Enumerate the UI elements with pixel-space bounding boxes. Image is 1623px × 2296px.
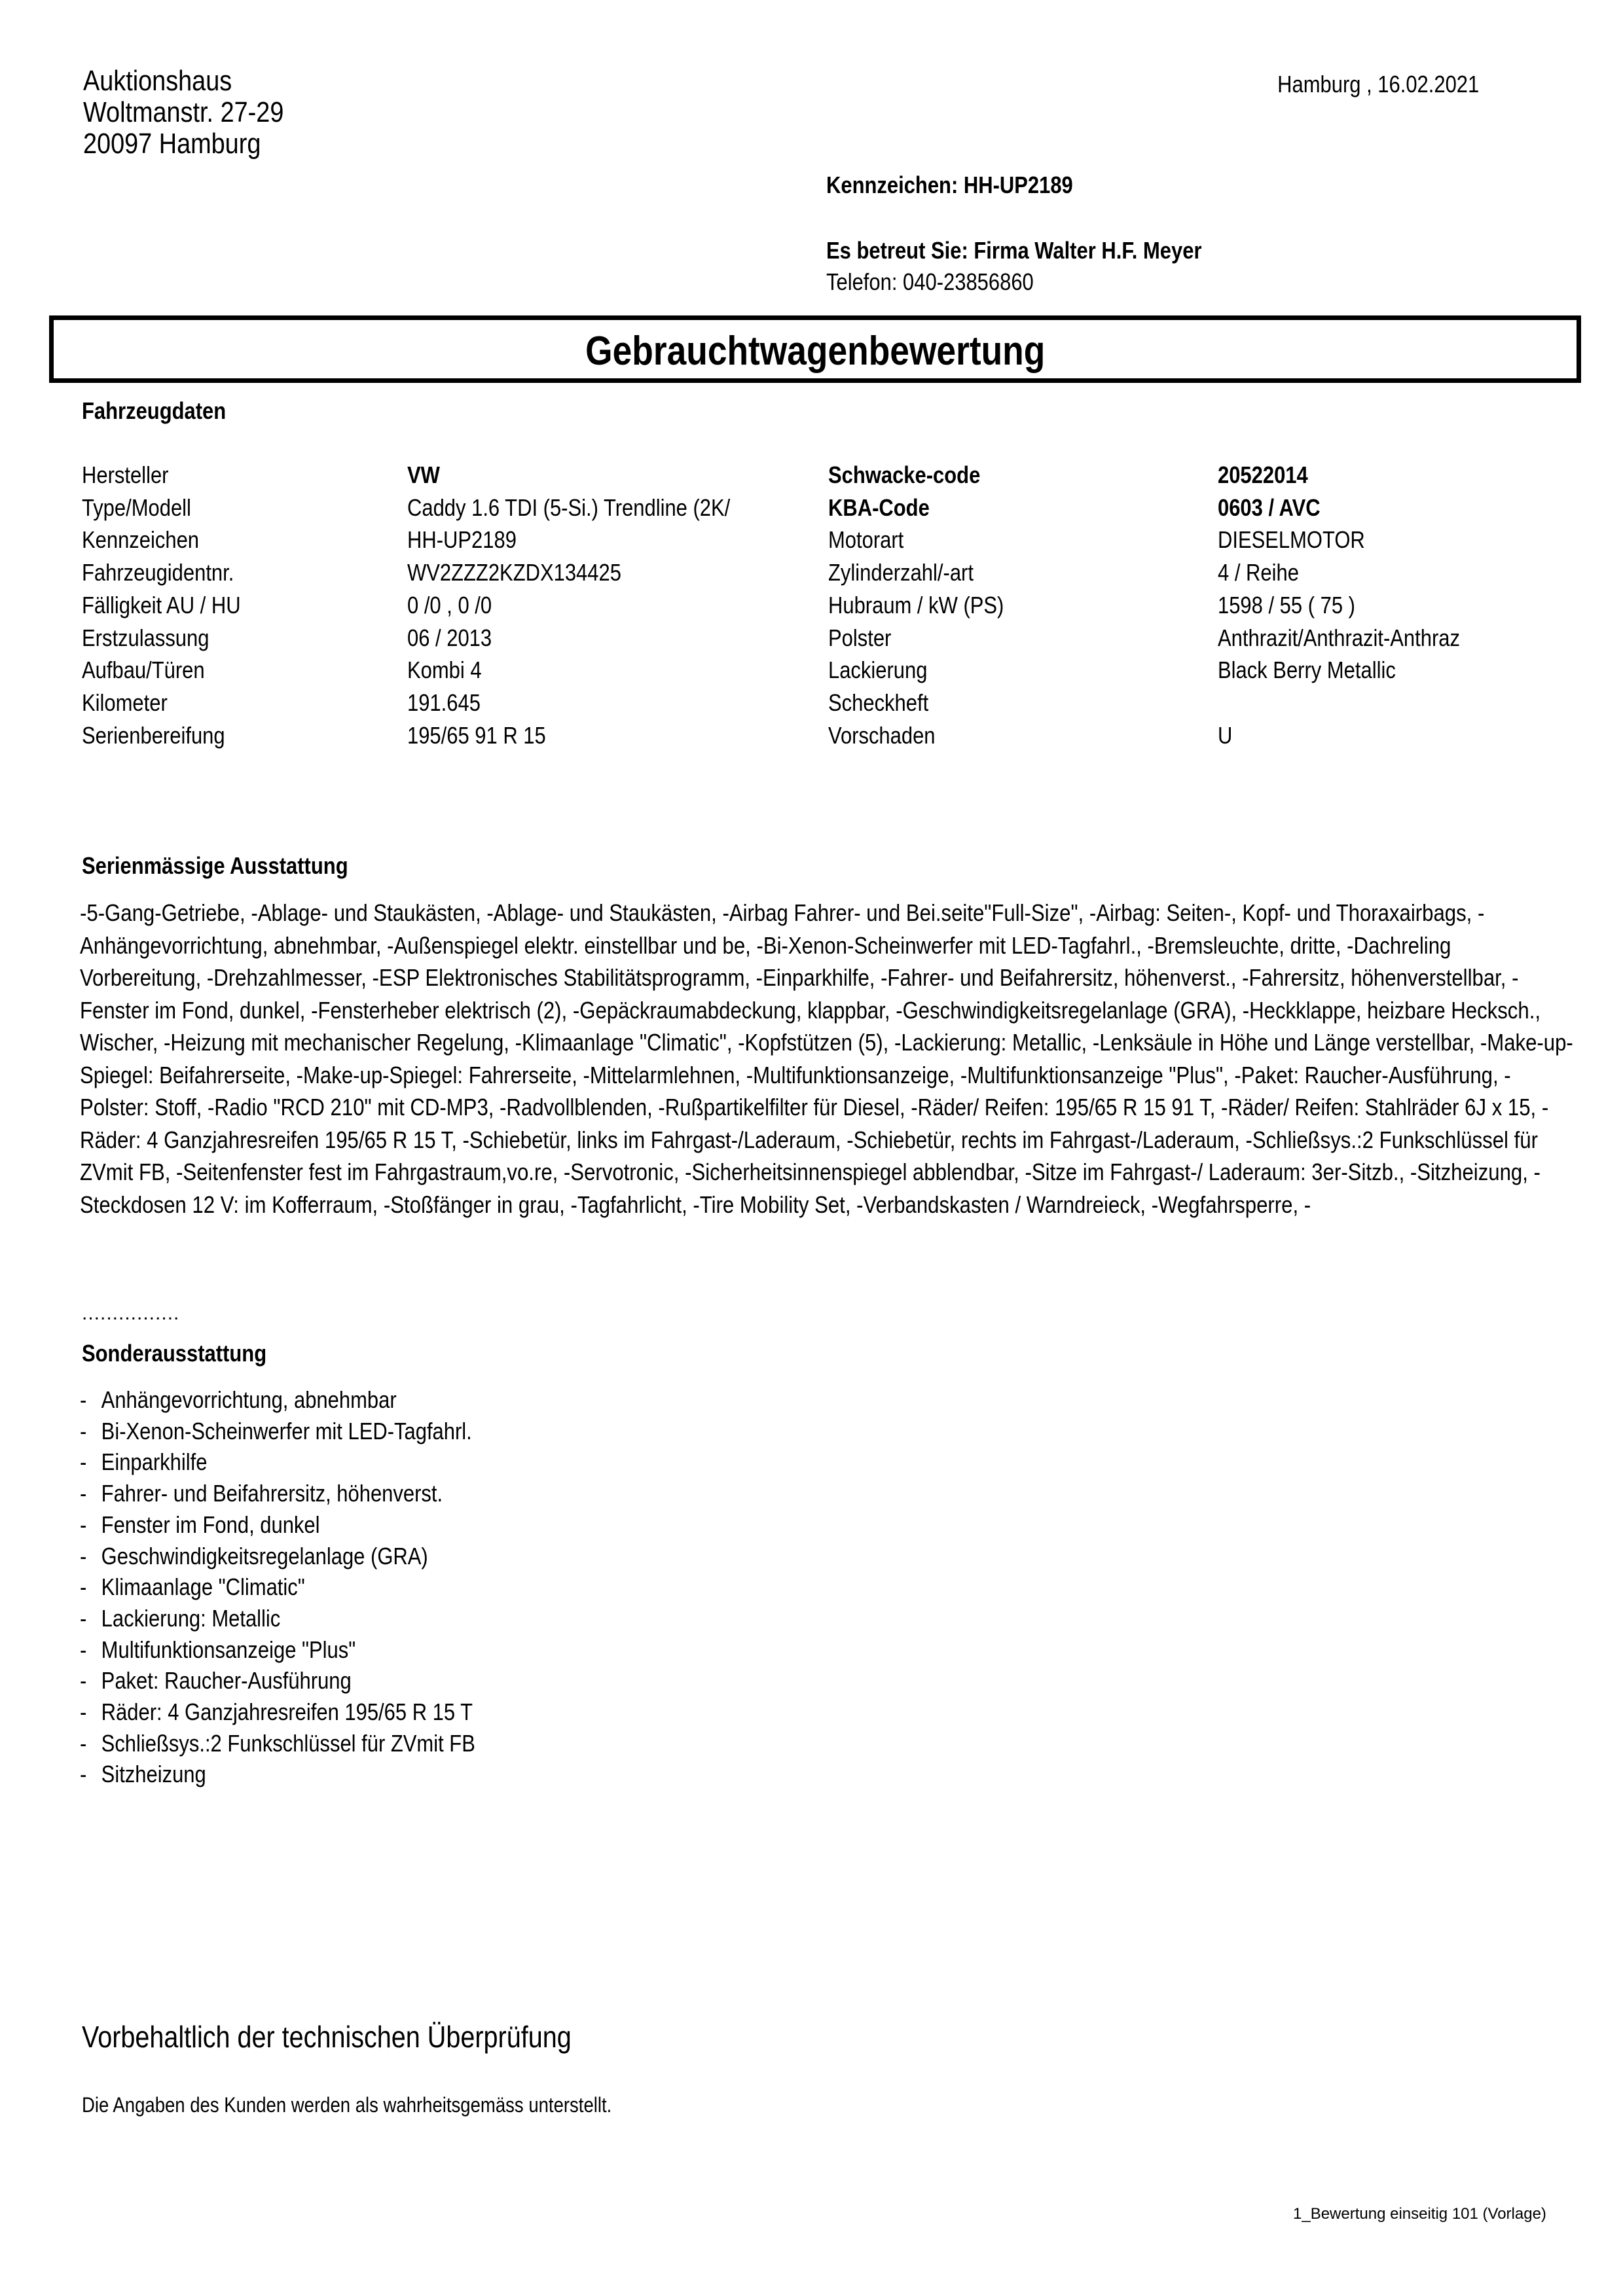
bullet-dash-icon: -: [80, 1417, 87, 1444]
vehicle-field-label: [82, 689, 181, 717]
list-item-text: Multifunktionsanzeige "Plus": [101, 1636, 356, 1663]
list-item-content: [80, 1603, 280, 1634]
vehicle-field-value: [1218, 494, 1337, 522]
list-item-text: Paket: Raucher-Ausführung: [101, 1667, 352, 1695]
list-item: [80, 1571, 539, 1603]
list-item-text: Lackierung: Metallic: [101, 1604, 281, 1632]
vehicle-field-value: [407, 689, 492, 717]
kennzeichen-line-text: Kennzeichen: HH-UP2189: [826, 171, 1073, 198]
vehicle-field-value-text: 20522014: [1218, 461, 1308, 488]
list-item-content: [80, 1728, 475, 1759]
list-item-text: Sitzheizung: [101, 1761, 206, 1788]
vehicle-field-label: [82, 559, 259, 586]
list-item: [80, 1384, 539, 1416]
vehicle-field-value-text: Anthrazit/Anthrazit-Anthraz: [1218, 624, 1460, 651]
bullet-dash-icon: -: [80, 1667, 87, 1695]
list-item-content: [80, 1571, 305, 1603]
sender-street-text: Woltmanstr. 27-29: [83, 96, 284, 128]
place-date-text: Hamburg , 16.02.2021: [1277, 71, 1479, 98]
list-item: [80, 1446, 539, 1478]
vehicle-field-value: [407, 559, 656, 586]
vehicle-field-value-text: 0 /0 , 0 /0: [407, 592, 492, 619]
list-item-content: [80, 1416, 472, 1447]
list-item-text: Einparkhilfe: [101, 1448, 208, 1476]
vehicle-field-label-text: Zylinderzahl/-art: [828, 559, 974, 586]
vehicle-field-label: [828, 526, 916, 554]
section-fahrzeugdaten: [82, 397, 249, 425]
section-sonder: [82, 1340, 297, 1367]
vehicle-field-label-text: Erstzulassung: [82, 624, 210, 651]
vehicle-field-value-text: U: [1218, 722, 1233, 749]
vehicle-field-label-text: Scheckheft: [828, 689, 929, 716]
bullet-dash-icon: -: [80, 1698, 87, 1726]
disclaimer: [82, 2093, 698, 2117]
sender-city: [83, 128, 290, 160]
list-item-content: [80, 1446, 207, 1478]
vehicle-field-value: [407, 656, 494, 684]
section-fahrzeugdaten-text: Fahrzeugdaten: [82, 397, 227, 424]
list-item-content: [80, 1384, 397, 1416]
section-serien-text: Serienmässige Ausstattung: [82, 852, 348, 879]
vehicle-field-value-text: 1598 / 55 ( 75 ): [1218, 592, 1355, 619]
vehicle-field-label-text: Lackierung: [828, 656, 928, 683]
list-item-content: [80, 1759, 206, 1790]
list-item-text: Anhängevorrichtung, abnehmbar: [101, 1386, 397, 1413]
bullet-dash-icon: -: [80, 1386, 87, 1413]
sender-street: [83, 97, 316, 128]
contact-betreut: [826, 237, 1263, 264]
vehicle-field-value-text: DIESELMOTOR: [1218, 526, 1365, 553]
section-sonder-text: Sonderausstattung: [82, 1340, 267, 1367]
vehicle-field-label: [828, 559, 997, 586]
list-item: [80, 1634, 539, 1666]
list-item: [80, 1509, 539, 1541]
vehicle-field-label-text: Type/Modell: [82, 494, 191, 521]
vehicle-field-value: [1218, 526, 1389, 554]
sender-city-text: 20097 Hamburg: [83, 128, 261, 160]
vehicle-field-value: [1218, 592, 1377, 619]
vehicle-field-value: [407, 526, 534, 554]
document-title-text: Gebrauchtwagenbewertung: [585, 329, 1046, 374]
vehicle-field-value-text: Caddy 1.6 TDI (5-Si.) Trendline (2K/: [407, 494, 731, 521]
vehicle-field-label-text: Aufbau/Türen: [82, 656, 205, 683]
vehicle-field-label: [82, 526, 218, 554]
list-item-text: Fahrer- und Beifahrersitz, höhenverst.: [101, 1480, 443, 1507]
vehicle-field-label-text: Polster: [828, 624, 892, 651]
vehicle-field-value: [407, 592, 505, 619]
vehicle-field-label: [828, 461, 1005, 489]
vehicle-field-label: [82, 624, 230, 652]
vehicle-field-value-text: HH-UP2189: [407, 526, 517, 553]
contact-betreut-text: Es betreut Sie: Firma Walter H.F. Meyer: [826, 237, 1202, 264]
place-date: [1245, 71, 1479, 98]
bullet-dash-icon: -: [80, 1636, 87, 1663]
list-item-content: [80, 1665, 352, 1696]
vehicle-field-label-text: Schwacke-code: [828, 461, 981, 488]
vehicle-field-label: [828, 494, 946, 522]
vehicle-field-value-text: 06 / 2013: [407, 624, 492, 651]
vehicle-field-value: [1218, 559, 1312, 586]
list-item: [80, 1665, 539, 1696]
vehicle-field-label: [828, 656, 943, 684]
title-box: [49, 315, 1581, 383]
vehicle-field-value: [1218, 656, 1425, 684]
vehicle-field-value-text: VW: [407, 461, 440, 488]
bullet-dash-icon: -: [80, 1729, 87, 1757]
section-serien: [82, 852, 392, 880]
vehicle-field-value-text: 0603 / AVC: [1218, 494, 1321, 521]
vehicle-field-value-text: 4 / Reihe: [1218, 559, 1299, 586]
sender-name: [83, 65, 256, 97]
list-item-content: [80, 1541, 428, 1572]
list-item: [80, 1478, 539, 1509]
list-item-text: Räder: 4 Ganzjahresreifen 195/65 R 15 T: [101, 1698, 473, 1726]
list-item-text: Geschwindigkeitsregelanlage (GRA): [101, 1542, 428, 1570]
bullet-dash-icon: -: [80, 1511, 87, 1538]
list-item: [80, 1728, 539, 1759]
list-item: [80, 1759, 539, 1790]
disclaimer-text: Die Angaben des Kunden werden als wahrheitsgemäss unterstellt.: [82, 2093, 612, 2117]
vehicle-field-value: [1218, 624, 1499, 652]
vehicle-field-label: [828, 592, 1032, 619]
bullet-dash-icon: -: [80, 1573, 87, 1601]
list-item-text: Bi-Xenon-Scheinwerfer mit LED-Tagfahrl.: [101, 1417, 472, 1444]
bullet-dash-icon: -: [80, 1604, 87, 1632]
footer-template-id: 1_Bewertung einseitig 101 (Vorlage): [1293, 2205, 1546, 2223]
list-item: [80, 1416, 539, 1447]
vehicle-field-label: [828, 722, 953, 749]
list-item-text: Schließsys.:2 Funkschlüssel für ZVmit FB: [101, 1729, 475, 1757]
vehicle-field-label: [82, 722, 248, 749]
vehicle-field-label: [828, 689, 945, 717]
list-item-text: Klimaanlage "Climatic": [101, 1573, 305, 1601]
bullet-dash-icon: -: [80, 1480, 87, 1507]
sonder-list: [80, 1384, 539, 1790]
sender-name-text: Auktionshaus: [83, 65, 232, 97]
serien-ausstattung-text: [80, 897, 1573, 1221]
vehicle-field-label-text: Hubraum / kW (PS): [828, 592, 1004, 619]
serien-ausstattung-paragraph: -5-Gang-Getriebe, -Ablage- und Staukästen, -Ablage- und Staukästen, -Airbag Fahrer- und Bei.seite"Full-Size", -Airbag: Seiten-, Kopf- und Thoraxairbags, -Anhängevorrichtung, abnehmbar, -Außenspiegel elektr. einstellbar und be, -Bi-Xenon-Scheinwerfer mit LED-Tagfahrl., -Bremsleuchte, dritte, -Dachreling Vorbereitung, -Drehzahlmesser, -ESP Elektronisches Stabilitätsprogramm, -Einparkhilfe, -Fahrer- und Beifahrersitz, höhenverst., -Fahrersitz, höhenverstellbar, -Fenster im Fond, dunkel, -Fensterheber elektrisch (2), -Gepäckraumabdeckung, klappbar, -Geschwindigkeitsregelanlage (GRA), -Heckklappe, heizbare Hecksch., Wischer, -Heizung mit mechanischer Regelung, -Klimaanlage "Climatic", -Kopfstützen (5), -Lackierung: Metallic, -Lenksäule in Höhe und Länge verstellbar, -Make-up-Spiegel: Beifahrerseite, -Make-up-Spiegel: Fahrerseite, -Mittelarmlehnen, -Multifunktionsanzeige, -Multifunktionsanzeige "Plus", -Paket: Raucher-Ausführung, -Polster: Stoff, -Radio "RCD 210" mit CD-MP3, -Radvollblenden, -Rußpartikelfilter für Diesel, -Räder/ Reifen: 195/65 R 15 91 T, -Räder/ Reifen: Stahlräder 6J x 15, -Räder: 4 Ganzjahresreifen 195/65 R 15 T, -Schiebetür, links im Fahrgast-/Laderaum, -Schiebetür, rechts im Fahrgast-/Laderaum, -Schließsys.:2 Funkschlüssel für ZVmit FB, -Seitenfenster fest im Fahrgastraum,vo.re, -Servotronic, -Sicherheitsinnenspiegel abblendbar, -Sitze im Fahrgast-/ Laderaum: 3er-Sitzb., -Sitzheizung, -Steckdosen 12 V: im Kofferraum, -Stoßfänger in grau, -Tagfahrlicht, -Tire Mobility Set, -Verbandskasten / Warndreieck, -Wegfahrsperre, -: [80, 899, 1573, 1218]
list-item: [80, 1541, 539, 1572]
vehicle-field-value: [1218, 461, 1322, 489]
vehicle-field-value-text: 195/65 91 R 15: [407, 722, 546, 749]
vehicle-field-label-text: Kilometer: [82, 689, 168, 716]
vehicle-field-value: [407, 461, 445, 489]
bullet-dash-icon: -: [80, 1448, 87, 1476]
contact-telefon-text: Telefon: 040-23856860: [826, 268, 1034, 295]
list-item-text: Fenster im Fond, dunkel: [101, 1511, 320, 1538]
vehicle-field-label-text: Fahrzeugidentnr.: [82, 559, 234, 586]
vehicle-field-value: [407, 494, 783, 522]
vehicle-field-value-text: 191.645: [407, 689, 481, 716]
vehicle-field-value-text: Kombi 4: [407, 656, 482, 683]
vehicle-field-label-text: Serienbereifung: [82, 722, 225, 749]
list-item: [80, 1696, 539, 1728]
list-item-content: [80, 1634, 356, 1666]
vehicle-field-value: [407, 722, 568, 749]
vehicle-field-label: [82, 494, 209, 522]
document-title: [54, 328, 1577, 374]
vehicle-field-label: [82, 592, 266, 619]
reservation-note: [82, 2019, 651, 2054]
list-item: [80, 1603, 539, 1634]
continuation-dots: ................: [82, 1302, 180, 1324]
vehicle-field-label: [82, 656, 225, 684]
kennzeichen-line: [826, 171, 1113, 199]
vehicle-field-label: [828, 624, 902, 652]
reservation-note-text: Vorbehaltlich der technischen Überprüfung: [82, 2020, 572, 2054]
vehicle-field-label: [82, 461, 183, 489]
vehicle-field-label-text: Kennzeichen: [82, 526, 200, 553]
vehicle-field-label-text: Hersteller: [82, 461, 169, 488]
list-item-content: [80, 1696, 473, 1728]
vehicle-field-label-text: Motorart: [828, 526, 904, 553]
vehicle-field-label-text: KBA-Code: [828, 494, 930, 521]
vehicle-field-label-text: Vorschaden: [828, 722, 936, 749]
contact-telefon: [826, 268, 1067, 296]
bullet-dash-icon: -: [80, 1761, 87, 1788]
bullet-dash-icon: -: [80, 1542, 87, 1570]
vehicle-field-value: [1218, 722, 1235, 749]
list-item-content: [80, 1509, 320, 1541]
vehicle-field-value-text: WV2ZZZ2KZDX134425: [407, 559, 621, 586]
vehicle-field-label-text: Fälligkeit AU / HU: [82, 592, 241, 619]
vehicle-field-value: [407, 624, 505, 652]
list-item-content: [80, 1478, 443, 1509]
vehicle-field-value-text: Black Berry Metallic: [1218, 656, 1396, 683]
